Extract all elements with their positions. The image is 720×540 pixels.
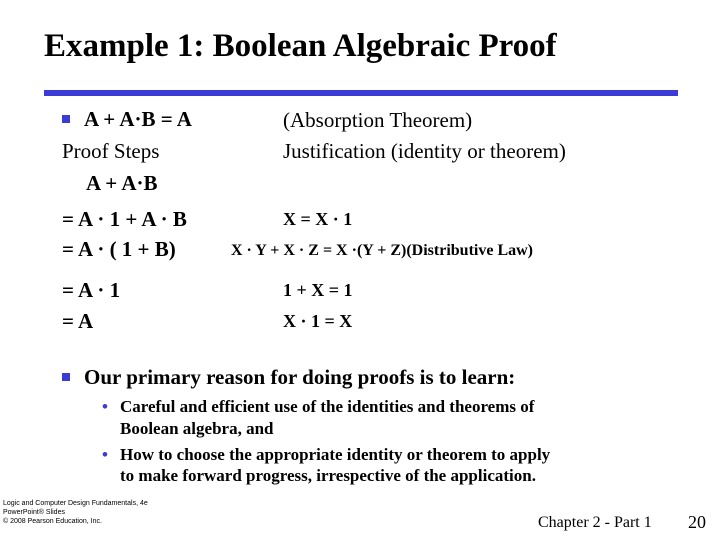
sub-bullet [102,445,550,465]
reason-bullet [62,365,515,390]
slide-title: Example 1: Boolean Algebraic Proof [44,28,557,64]
reason-text: Our primary reason for doing proofs is to learn: [84,365,516,389]
justification-header: Justification (identity or theorem) [283,139,566,163]
theorem-name: (Absorption Theorem) [283,108,473,132]
step-expression: = A · 1 + A · B [62,207,187,231]
sub-bullet-continuation: to make forward progress, irrespective of the application. [120,466,536,485]
dot-bullet-icon: • [102,445,108,464]
theorem-statement-text: A + A·B = A [84,107,192,131]
chapter-label: Chapter 2 - Part 1 [538,514,652,531]
square-bullet-icon [62,373,70,381]
dot-bullet-icon: • [102,397,108,416]
book-credit [3,499,148,526]
proof-steps-header: Proof Steps [62,139,160,163]
step-expression: = A · ( 1 + B) [62,237,176,261]
sub-bullet-continuation: Boolean algebra, and [120,419,274,438]
step-expression: A + A·B [86,171,158,195]
sub-bullet-text: Careful and efficient use of the identities and theorems of [120,397,535,416]
step-justification: 1 + X = 1 [283,280,353,300]
step-justification: X · Y + X · Z = X ·(Y + Z)(Distributive Law) [231,242,534,259]
square-bullet-icon [62,115,70,123]
sub-bullet [102,397,534,417]
title-underline [44,90,678,96]
book-credit-line: Logic and Computer Design Fundamentals, 4e [3,500,148,507]
sub-bullet-text: How to choose the appropriate identity or theorem to apply [120,445,551,464]
step-expression: = A [62,309,94,333]
book-credit-line: © 2008 Pearson Education, Inc. [3,518,102,525]
book-credit-line: PowerPoint® Slides [3,509,65,516]
theorem-statement [62,107,192,132]
step-expression: = A · 1 [62,278,121,302]
step-justification: X = X · 1 [283,209,353,229]
step-justification: X · 1 = X [283,311,353,331]
page-number: 20 [688,512,706,532]
